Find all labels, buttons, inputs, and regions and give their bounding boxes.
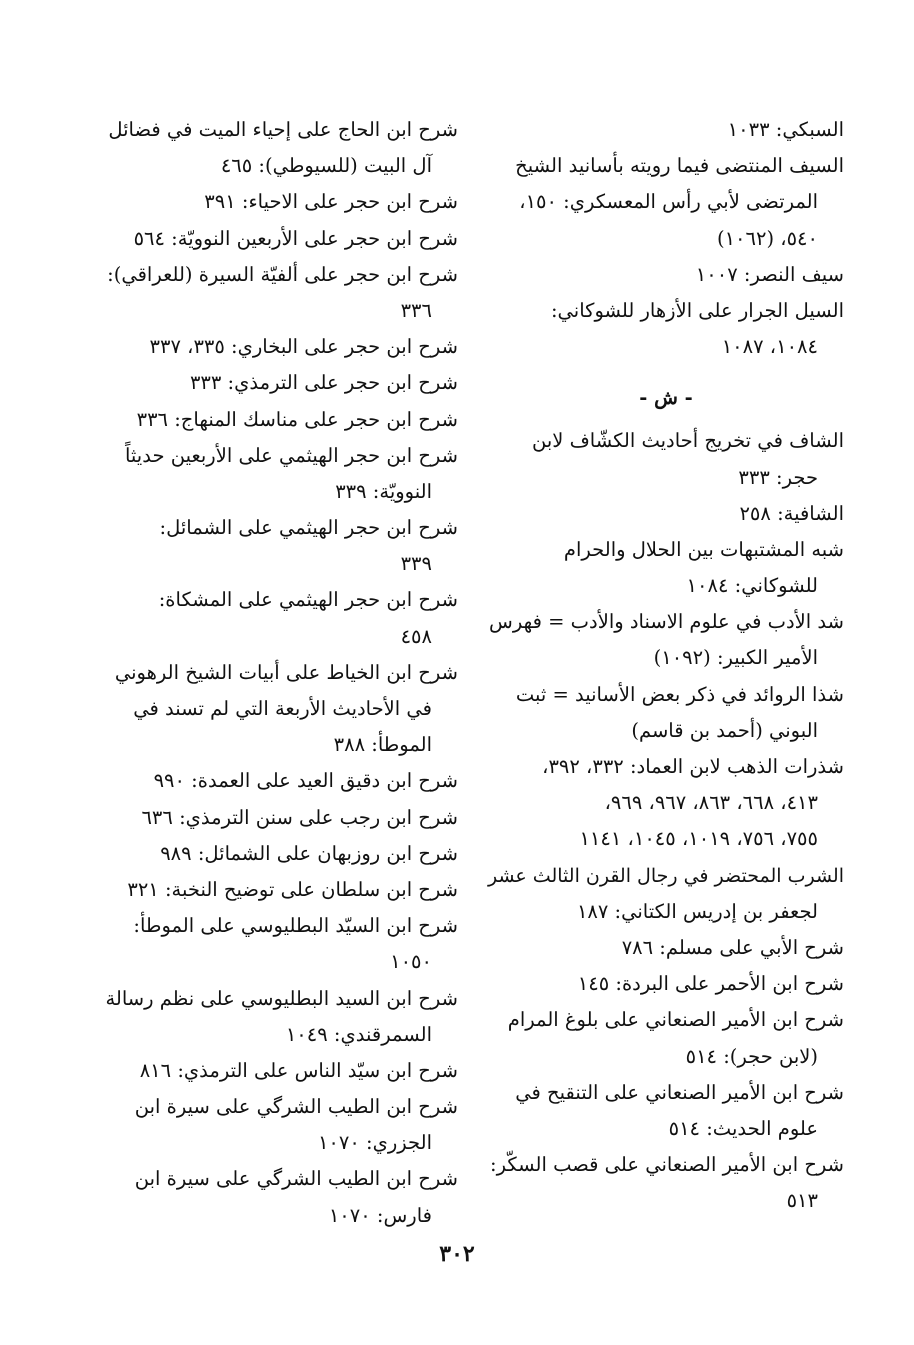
index-entry-continuation: الموطأ: ٣٨٨ bbox=[333, 733, 432, 757]
index-entry: شرح الأبي على مسلم: ٧٨٦ bbox=[621, 935, 844, 959]
index-entry: شرح ابن حجر على البخاري: ٣٣٥، ٣٣٧ bbox=[149, 335, 458, 359]
index-entry-continuation: فارس: ١٠٧٠ bbox=[328, 1203, 432, 1227]
index-entry: شرح ابن حجر الهيثمي على الشمائل: bbox=[159, 516, 458, 540]
section-header-sheen: - ش - bbox=[639, 386, 693, 410]
index-entry: شرح ابن حجر على الترمذي: ٣٣٣ bbox=[189, 371, 458, 395]
index-entry-continuation: حجر: ٣٣٣ bbox=[738, 465, 818, 489]
index-entry: شرح ابن السيد البطليوسي على نظم رسالة bbox=[105, 986, 458, 1010]
index-entry: الشرب المحتضر في رجال القرن الثالث عشر bbox=[488, 864, 844, 887]
index-entry-continuation: ٧٥٥، ٧٥٦، ١٠١٩، ١٠٤٥، ١١٤١ bbox=[579, 827, 818, 851]
index-entry: شرح ابن رجب على سنن الترمذي: ٦٣٦ bbox=[141, 805, 458, 829]
index-entry: شرح ابن حجر الهيثمي على المشكاة: bbox=[158, 588, 458, 612]
index-entry-continuation: ٤٥٨ bbox=[400, 624, 432, 648]
index-entry: سيف النصر: ١٠٠٧ bbox=[695, 262, 844, 286]
index-entry-continuation: ١٠٥٠ bbox=[390, 950, 432, 974]
index-entry: شرح ابن الأمير الصنعاني على بلوغ المرام bbox=[507, 1008, 844, 1032]
index-entry: شرح ابن سيّد الناس على الترمذي: ٨١٦ bbox=[139, 1058, 458, 1082]
index-entry: شرح ابن حجر على الأربعين النوويّة: ٥٦٤ bbox=[133, 226, 458, 250]
index-entry-continuation: ١٠٨٤، ١٠٨٧ bbox=[721, 335, 818, 359]
index-entry: شرح ابن السيّد البطليوسي على الموطأ: bbox=[133, 914, 458, 938]
index-entry: شرح ابن حجر على ألفيّة السيرة (للعراقي): bbox=[107, 262, 458, 286]
index-entry: شرح ابن روزبهان على الشمائل: ٩٨٩ bbox=[160, 841, 458, 865]
index-entry: شذرات الذهب لابن العماد: ٣٣٢، ٣٩٢، bbox=[542, 755, 844, 778]
index-entry-continuation: علوم الحديث: ٥١٤ bbox=[668, 1116, 818, 1140]
index-entry-continuation: ٥٤٠، (١٠٦٢) bbox=[716, 226, 818, 250]
index-entry-continuation: ٣٣٩ bbox=[400, 552, 432, 576]
right-entries-before-section bbox=[488, 112, 844, 365]
index-entry: شرح ابن الأحمر على البردة: ١٤٥ bbox=[577, 972, 844, 996]
index-entry: شرح ابن حجر على مناسك المنهاج: ٣٣٦ bbox=[136, 407, 458, 431]
right-column bbox=[488, 112, 844, 1219]
index-entry-continuation: في الأحاديث الأربعة التي لم تسند في bbox=[133, 697, 432, 720]
index-entry: السيف المنتضى فيما رويته بأسانيد الشيخ bbox=[515, 154, 844, 178]
index-entry-continuation: للشوكاني: ١٠٨٤ bbox=[686, 574, 818, 598]
index-entry: شرح ابن الأمير الصنعاني على قصب السكّر: bbox=[490, 1153, 844, 1177]
index-entry-continuation: السمرقندي: ١٠٤٩ bbox=[285, 1022, 432, 1046]
index-entry-continuation: (لابن حجر): ٥١٤ bbox=[685, 1044, 818, 1068]
index-entry: شبه المشتبهات بين الحلال والحرام bbox=[563, 537, 844, 561]
index-entry: شرح ابن حجر الهيثمي على الأربعين حديثاً bbox=[124, 443, 458, 467]
index-entry: شرح ابن الطيب الشرگي على سيرة ابن bbox=[134, 1095, 458, 1119]
index-entry-continuation: المرتضى لأبي رأس المعسكري: ١٥٠، bbox=[519, 190, 818, 214]
index-entry: السيل الجرار على الأزهار للشوكاني: bbox=[550, 298, 844, 322]
index-entry: شرح ابن الأمير الصنعاني على التنقيح في bbox=[515, 1080, 844, 1104]
index-entry: شرح ابن سلطان على توضيح النخبة: ٣٢١ bbox=[127, 877, 458, 901]
index-entry-continuation: الجزري: ١٠٧٠ bbox=[317, 1131, 432, 1155]
index-entry: السبكي: ١٠٣٣ bbox=[727, 118, 844, 141]
index-entry-continuation: النوويّة: ٣٣٩ bbox=[335, 479, 432, 503]
page-number: ٣٠٢ bbox=[439, 1241, 475, 1267]
index-entry-continuation: ٥١٣ bbox=[786, 1189, 818, 1213]
left-column bbox=[100, 112, 458, 1234]
index-entry-continuation: آل البيت (للسيوطي): ٤٦٥ bbox=[220, 154, 432, 178]
index-entry: شرح ابن حجر على الاحياء: ٣٩١ bbox=[204, 190, 458, 214]
index-entry: شرح ابن الطيب الشرگي على سيرة ابن bbox=[134, 1167, 458, 1191]
index-entry-continuation: البوني (أحمد بن قاسم) bbox=[631, 718, 818, 742]
index-entry: شرح ابن الحاج على إحياء الميت في فضائل bbox=[108, 118, 458, 141]
index-entry: شرح ابن الخياط على أبيات الشيخ الرهوني bbox=[114, 660, 458, 684]
index-entry-continuation: الأمير الكبير: (١٠٩٢) bbox=[653, 646, 818, 670]
index-entry: الشافية: ٢٥٨ bbox=[739, 501, 844, 525]
index-entry-continuation: لجعفر بن إدريس الكتاني: ١٨٧ bbox=[576, 899, 818, 923]
right-entries-after-section bbox=[488, 423, 844, 1219]
index-entry: الشاف في تخريج أحاديث الكشّاف لابن bbox=[531, 429, 844, 453]
index-entry: شرح ابن دقيق العيد على العمدة: ٩٩٠ bbox=[153, 769, 458, 793]
index-entry-continuation: ٣٣٦ bbox=[400, 298, 432, 322]
index-entry: شذا الروائد في ذكر بعض الأسانيد = ثبت bbox=[515, 682, 844, 706]
index-entry-continuation: ٤١٣، ٦٦٨، ٨٦٣، ٩٦٧، ٩٦٩، bbox=[604, 791, 818, 815]
index-entry: شد الأدب في علوم الاسناد والأدب = فهرس bbox=[489, 610, 844, 634]
